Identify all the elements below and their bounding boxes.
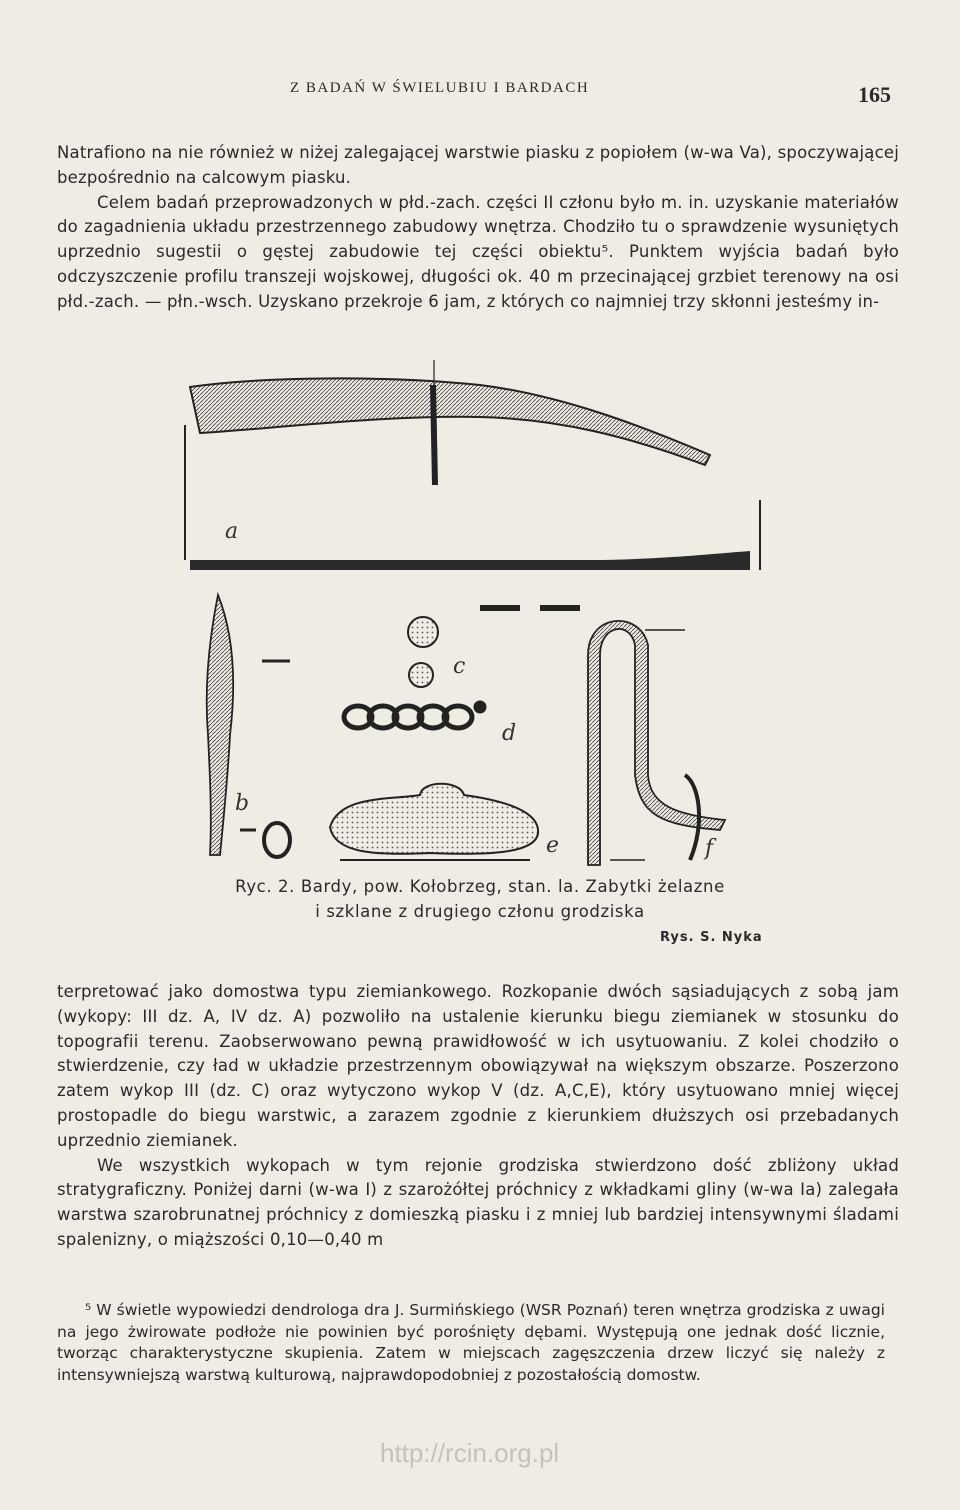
caption-line: i szklane z drugiego członu grodziska: [315, 902, 645, 921]
label-b: b: [235, 791, 250, 816]
artifact-a-blade: [185, 360, 760, 570]
paragraph: Natrafiono na nie również w niżej zalegającej warstwie piasku z popiołem (w-wa Va), spoczywającej bezpośrednio na calcowym piasku.: [57, 143, 899, 187]
figure-credit: Rys. S. Nyka: [660, 930, 763, 945]
artifact-drawings: [180, 355, 780, 875]
artifact-f-staple: [588, 621, 725, 865]
artifact-d-chain: [344, 703, 516, 746]
figure-iron-and-glass-artifacts: [180, 355, 780, 875]
label-e: e: [546, 833, 560, 858]
body-text-bottom: [57, 980, 899, 1253]
running-title: Z BADAŃ W ŚWIELUBIU I BARDACH: [290, 80, 590, 96]
paragraph: We wszystkich wykopach w tym rejonie grodziska stwierdzono dość zbliżony układ stratygraficzny. Poniżej darni (w-wa I) z szarożółtej próchnicy z wkładkami gliny (w-wa Ia) zalegała warstwa szarobrunatnej próchnicy z domieszką piasku i z mniej lub bardziej intensywnymi śladami spalenizny, o miąższości 0,10—0,40 m: [57, 1155, 899, 1249]
label-f: f: [705, 836, 714, 861]
artifact-c-beads: [408, 617, 465, 687]
footnote-text: ⁵ W świetle wypowiedzi dendrologa dra J. Surmińskiego (WSR Poznań) teren wnętrza grodziska z uwagi na jego żwirowate podłoże nie powinien być porośnięty dębami. Występują one jednak dość licznie, tworząc charakterystyczne skupienia. Zatem w miejscach zagęszczenia drzew liczyć się należy z intensywniejszą warstwą kulturową, najprawdopodobniej z pozostałością domostw.: [57, 1301, 885, 1384]
label-c: c: [453, 654, 466, 679]
caption-line: Ryc. 2. Bardy, pow. Kołobrzeg, stan. la. Zabytki żelazne: [235, 877, 725, 896]
label-a: a: [225, 519, 239, 544]
page-number: 165: [858, 82, 891, 107]
label-d: d: [502, 721, 517, 746]
paragraph: terpretować jako domostwa typu ziemiankowego. Rozkopanie dwóch sąsiadujących z sobą jam (wykopy: III dz. A, IV dz. A) pozwoliło na ustalenie kierunku biegu ziemianek w stosunku do topografii terenu. Zaobserwowano pewną prawidłowość w ich usytuowaniu. Z kolei chodziło o stwierdzenie, czy ład w układzie przestrzennym obowiązywał na większym obszarze. Poszerzono zatem wykop III (dz. C) oraz wytyczono wykop V (dz. A,C,E), który usytuowano mniej więcej prostopadle do biegu warstwic, a zarazem zgodnie z kierunkiem dłuższych osi przebadanych uprzednio ziemianek.: [57, 982, 899, 1150]
paragraph: Celem badań przeprowadzonych w płd.-zach. części II członu było m. in. uzyskanie materiałów do zagadnienia układu przestrzennego zabudowy wnętrza. Chodziło tu o sprawdzenie wysuniętych uprzednio sugestii o gęstej zabudowie tej części obiektu⁵. Punktem wyjścia badań było odczyszczenie profilu transzeji wojskowej, długości ok. 40 m przecinającej grzbiet terenowy na osi płd.-zach. — płn.-wsch. Uzyskano przekroje 6 jam, z których co najmniej trzy skłonni jesteśmy in-: [57, 192, 899, 311]
body-text-top: [57, 141, 899, 315]
figure-caption: [180, 874, 780, 924]
source-watermark: http://rcin.org.pl: [380, 1438, 560, 1468]
footnote: [57, 1300, 885, 1386]
artifact-b-point: [207, 595, 290, 857]
scale-bar: [480, 605, 580, 611]
artifact-e-fire-steel: [330, 784, 559, 860]
